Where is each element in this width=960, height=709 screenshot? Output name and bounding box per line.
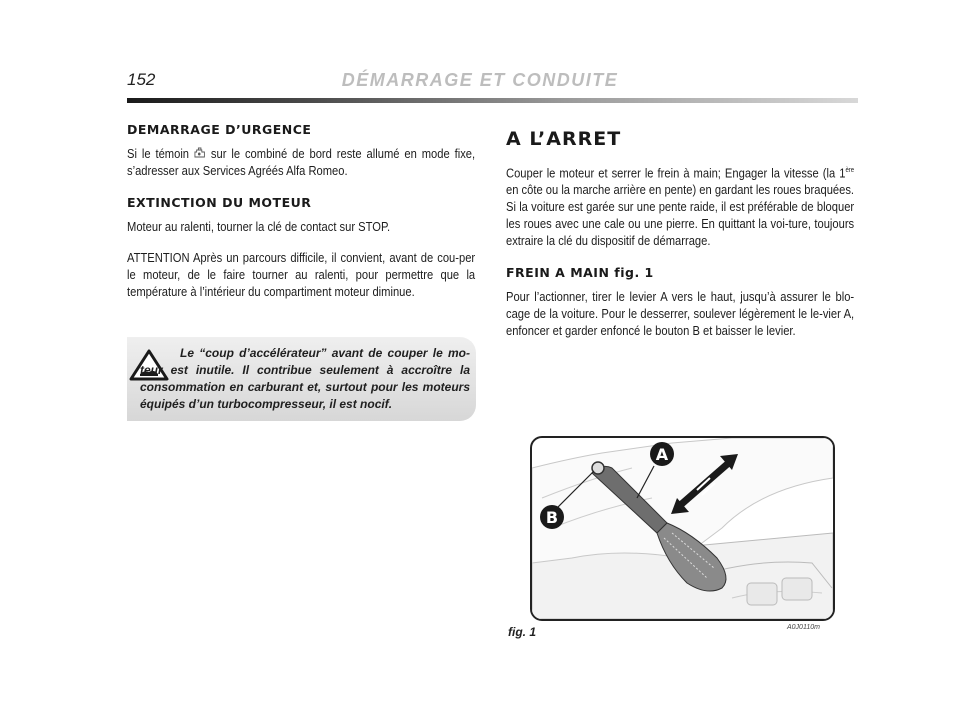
left-column — [127, 122, 476, 300]
header-rule — [127, 98, 858, 103]
page-number: 152 — [127, 70, 156, 89]
handbrake-illustration — [532, 438, 833, 619]
emergency-text-part-a: Si le témoin — [127, 146, 190, 161]
section-title-parked: A L’ARRET — [506, 128, 622, 150]
emergency-start-text — [127, 145, 475, 179]
warning-text — [140, 345, 470, 413]
emergency-text-part-b: sur le combiné de bord reste allumé en mode fixe, s’adresser aux Services Agréés Alfa Romeo. — [127, 146, 476, 178]
section-title-handbrake: FREIN A MAIN fig. 1 — [506, 265, 654, 281]
running-title: DÉMARRAGE ET CONDUITE — [341, 70, 619, 90]
parked-text-2: Si la voiture est garée sur une pente raide, il est préférable de bloquer les roues avec une cale ou une pierre. En quittant la voi-ture, toujours extraire la clé du dispositif de démarrage. — [506, 199, 855, 249]
engine-off-text-2: ATTENTION Après un parcours difficile, il convient, avant de cou-per le moteur, de le faire tourner au ralenti, pour permettre que la température à l’intérieur du compartiment moteur diminue. — [127, 250, 476, 299]
section-title-engine-off: EXTINCTION DU MOTEUR — [127, 195, 312, 210]
figure-caption: fig. 1 — [508, 625, 537, 639]
warning-text-content: Le “coup d’accélérateur” avant de couper le mo-teur est inutile. Il contribue seulement à accroître la consommation en carburant et, surtout pour les moteurs équipés d’un turbocompresseur, il est nocif. — [140, 346, 470, 411]
handbrake-figure — [530, 436, 835, 621]
parked-text-1a: Couper le moteur et serrer le frein à main; Engager la vitesse (la 1 — [506, 165, 846, 181]
parked-text-1 — [506, 162, 854, 198]
engine-immobilizer-icon — [194, 147, 206, 159]
callout-a-label: A — [655, 445, 669, 464]
right-column — [506, 122, 855, 339]
engine-off-text-1: Moteur au ralenti, tourner la clé de contact sur STOP. — [127, 219, 391, 234]
callout-b-label: B — [545, 508, 559, 527]
parked-text-1b: en côte ou la marche arrière en pente) en gardant les roues braquées. — [506, 182, 855, 198]
section-title-emergency-start: DEMARRAGE D’URGENCE — [127, 122, 312, 137]
figure-code: A0J0110m — [787, 624, 820, 631]
handbrake-text: Pour l’actionner, tirer le levier A vers le haut, jusqu’à assurer le blo-cage de la voiture. Pour le desserrer, soulever légèrement le le-vier A, enfoncer et garder enfoncé le bouton B et baisser le levier. — [506, 289, 855, 339]
parked-text-superscript: ère — [845, 167, 855, 174]
